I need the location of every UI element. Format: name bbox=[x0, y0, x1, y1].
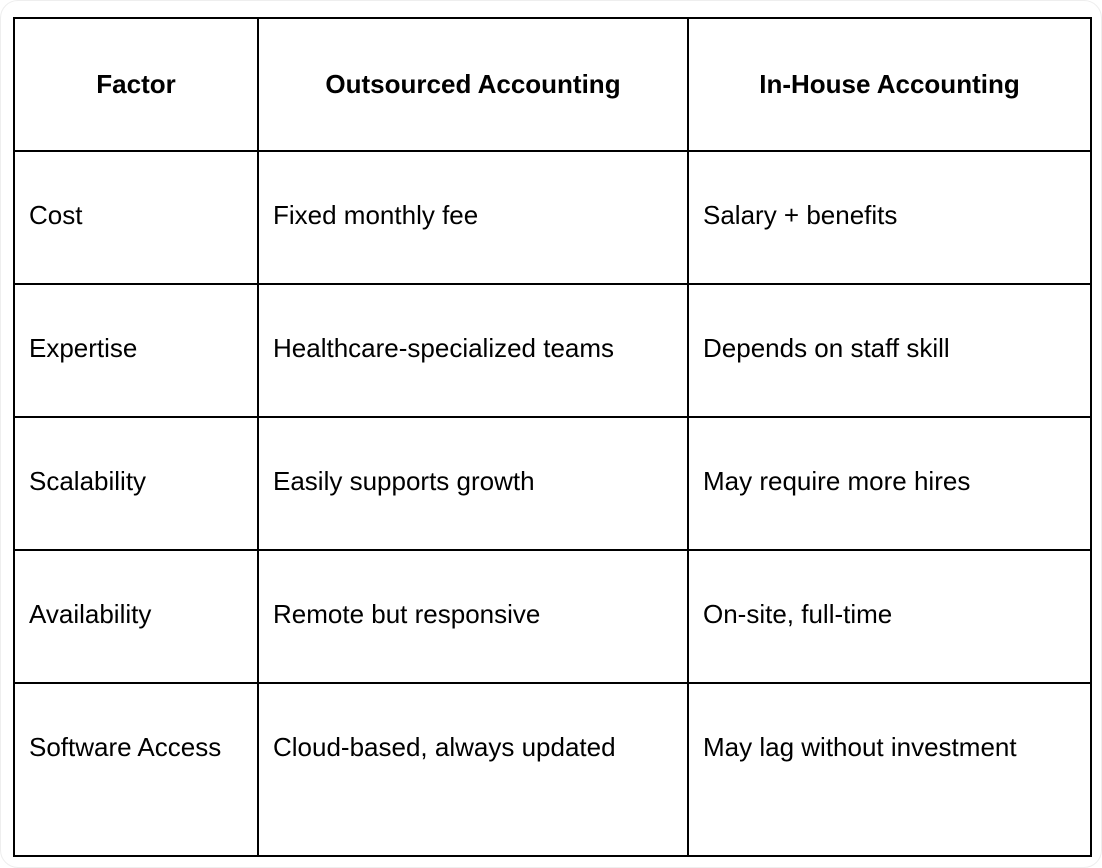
outsourced-cell: Fixed monthly fee bbox=[258, 151, 688, 284]
table-row bbox=[14, 550, 1091, 683]
table-row bbox=[14, 417, 1091, 550]
table-row bbox=[14, 284, 1091, 417]
in-house-cell: May require more hires bbox=[688, 417, 1091, 550]
in-house-cell: On-site, full-time bbox=[688, 550, 1091, 683]
outsourced-cell: Easily supports growth bbox=[258, 417, 688, 550]
table-header-row bbox=[14, 18, 1091, 151]
header-in-house-accounting: In-House Accounting bbox=[688, 18, 1091, 151]
comparison-table bbox=[13, 17, 1092, 857]
table-row bbox=[14, 683, 1091, 856]
outsourced-cell: Remote but responsive bbox=[258, 550, 688, 683]
header-factor: Factor bbox=[14, 18, 258, 151]
factor-cell: Availability bbox=[14, 550, 258, 683]
factor-cell: Software Access bbox=[14, 683, 258, 856]
header-outsourced-accounting: Outsourced Accounting bbox=[258, 18, 688, 151]
in-house-cell: May lag without investment bbox=[688, 683, 1091, 856]
outsourced-cell: Cloud-based, always updated bbox=[258, 683, 688, 856]
factor-cell: Scalability bbox=[14, 417, 258, 550]
in-house-cell: Salary + benefits bbox=[688, 151, 1091, 284]
factor-cell: Expertise bbox=[14, 284, 258, 417]
factor-cell: Cost bbox=[14, 151, 258, 284]
outsourced-cell: Healthcare-specialized teams bbox=[258, 284, 688, 417]
in-house-cell: Depends on staff skill bbox=[688, 284, 1091, 417]
table-row bbox=[14, 151, 1091, 284]
